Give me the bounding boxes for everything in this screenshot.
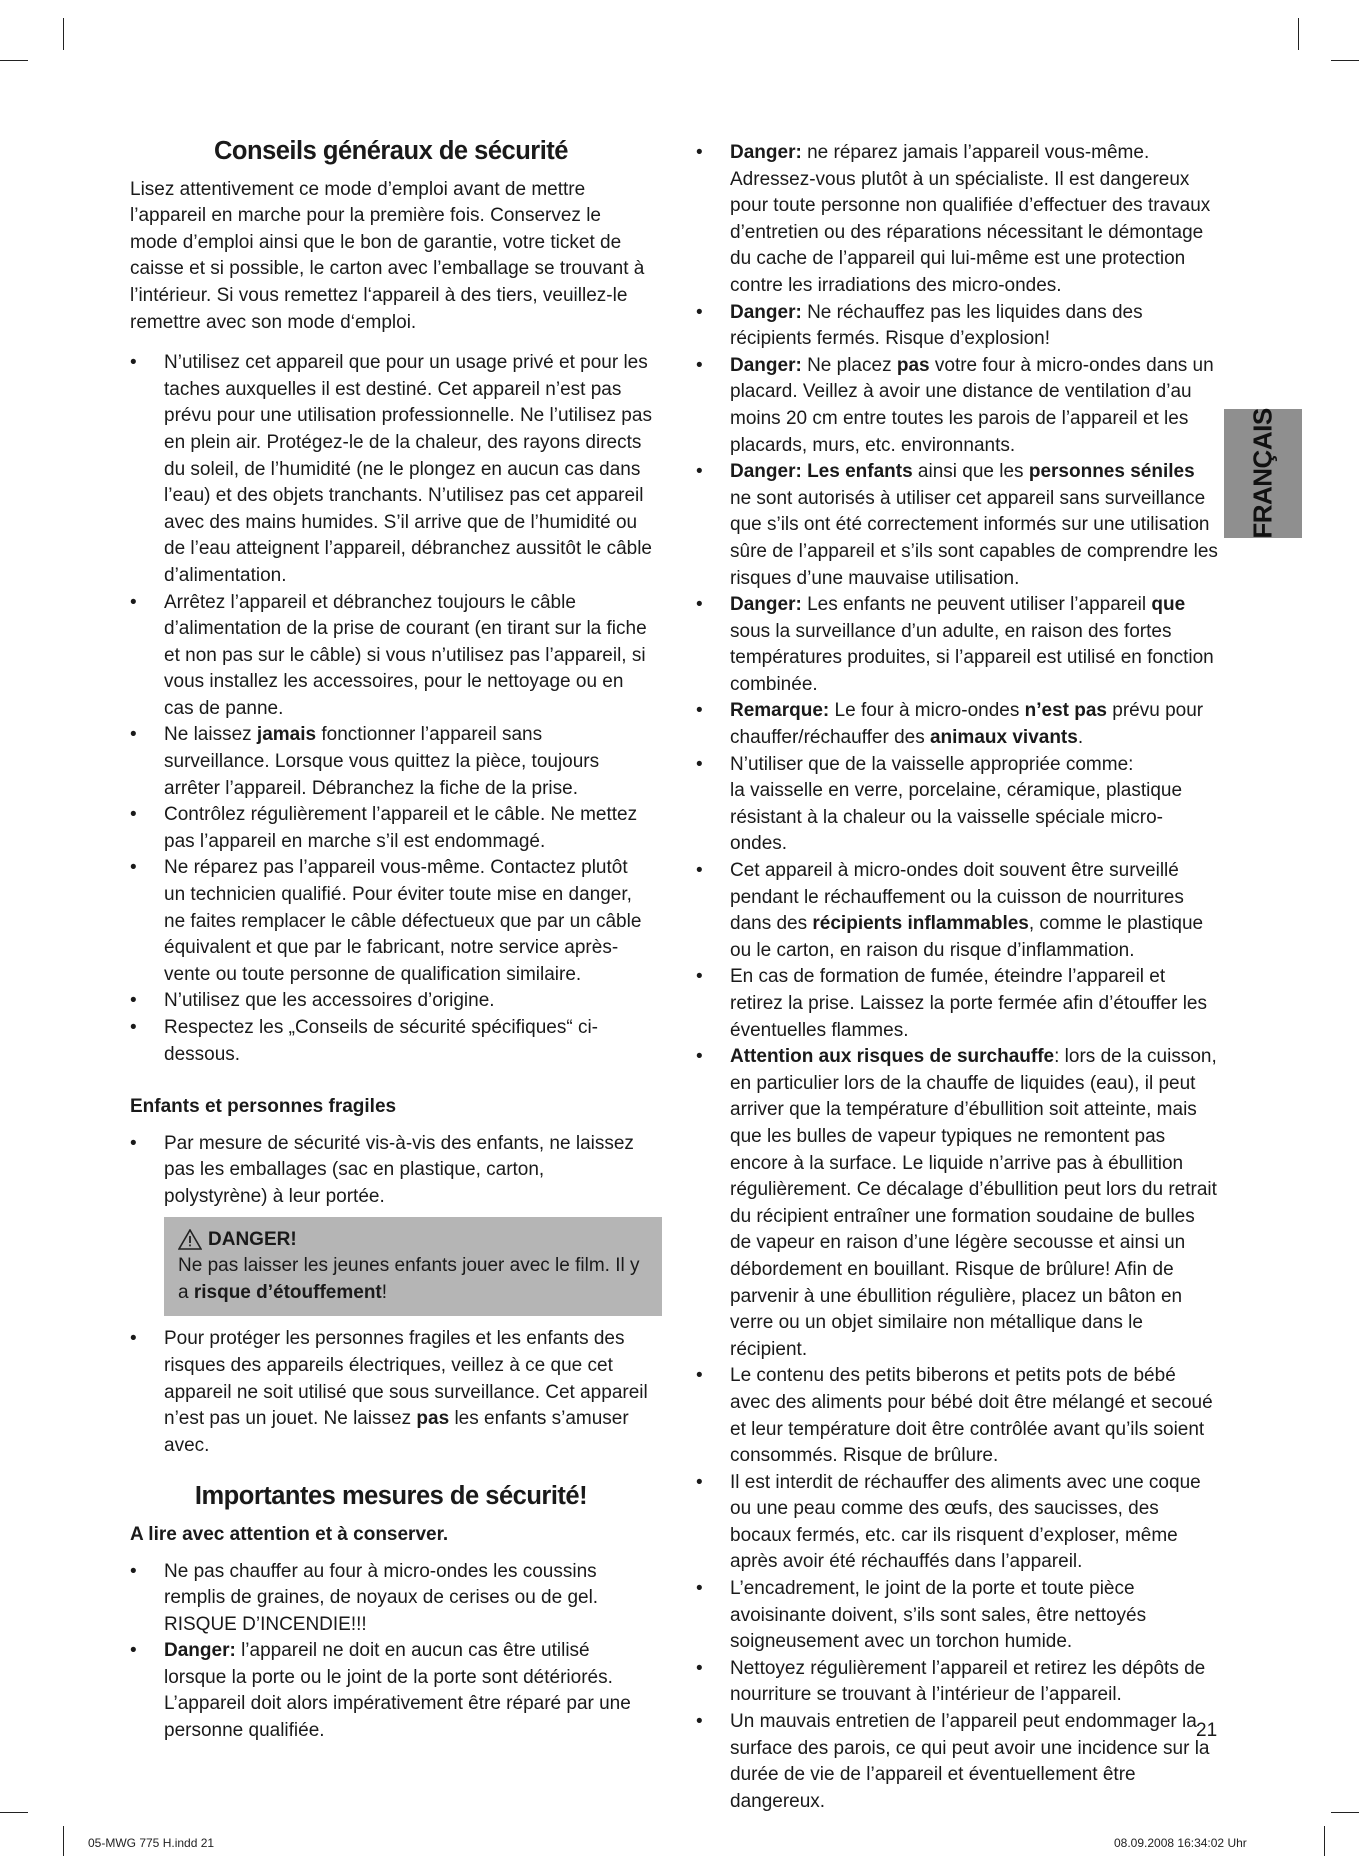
crop-mark [63,1826,64,1856]
danger-warning-box [164,1217,662,1317]
list-item: • Danger: ne réparez jamais l’appareil vous-même. Adressez-vous plutôt à un spécialiste. Il est dangereux pour toute personne non qualifiée d’effectuer des travaux d’entretien ou des réparations nécessitant le démontage du cache de l’appareil qui lui-même est une protection contre les irradiations des micro-ondes. [696,140,1220,300]
list-item: • Danger: Les enfants ainsi que les personnes séniles ne sont autorisés à utiliser cet appareil sans surveillance que s’ils ont été correctement informés sur une utilisation sûre de l’appareil et s’ils sont capables de comprendre les risques d’une mauvaise utilisation. [696,459,1220,592]
danger-heading [178,1227,648,1254]
list-item: • Ne laissez jamais fonctionner l’appareil sans surveillance. Lorsque vous quittez la pièce, toujours arrêter l’appareil. Débranchez la fiche de la prise. [130,722,652,802]
language-side-tab [1224,409,1302,538]
list-item: • Danger: l’appareil ne doit en aucun cas être utilisé lorsque la porte ou le joint de la porte sont détériorés. L’appareil doit alors impérativement être réparé par une personne qualifiée. [130,1638,652,1744]
section-subtitle: A lire avec attention et à conserver. [130,1523,449,1545]
crop-mark [1331,1812,1359,1813]
general-safety-list [130,350,652,1068]
list-item: • Il est interdit de réchauffer des aliments avec une coque ou une peau comme des œufs, des saucisses, des bocaux fermés, etc. car ils risquent d’exploser, même après avoir été réchauffés dans l’appareil. [696,1470,1220,1576]
crop-mark [63,18,64,50]
right-column [696,140,1220,1829]
footer-timestamp: 08.09.2008 16:34:02 Uhr [1114,1836,1247,1850]
list-item: • Cet appareil à micro-ondes doit souvent être surveillé pendant le réchauffement ou la cuisson de nourritures dans des récipients inflammables, comme le plastique ou le carton, en raison du risque d’inflammation. [696,858,1220,964]
list-item: • Arrêtez l’appareil et débranchez toujours le câble d’alimentation de la prise de courant (en tirant sur la fiche et non pas sur le câble) si vous n’utilisez pas l’appareil, si vous installez les accessoires, pour le nettoyage ou en cas de panne. [130,590,652,723]
list-item: • Un mauvais entretien de l’appareil peut endommager la surface des parois, ce qui peut avoir une incidence sur la durée de vie de l’appareil et éventuellement être dangereux. [696,1709,1220,1815]
list-item: • Remarque: Le four à micro-ondes n’est pas prévu pour chauffer/réchauffer des animaux vivants. [696,698,1220,751]
list-item: • Attention aux risques de surchauffe: lors de la cuisson, en particulier lors de la chauffe de liquides (eau), il peut arriver que la température d’ébullition soit atteinte, mais que les bulles de vapeur typiques ne remontent pas encore à la surface. Le liquide n’arrive pas à ébullition régulièrement. Ce décalage d’ébullition peut lors du retrait du récipient entraîner une formation soudaine de bulles de vapeur en raison d’une légère secousse et ainsi un débordement en bouillant. Risque de brûlure! Afin de parvenir à une ébullition régulière, placez un bâton en verre ou un objet similaire non métallique dans le récipient. [696,1044,1220,1363]
section-title-children: Enfants et personnes fragiles [130,1096,397,1118]
crop-mark [0,1812,28,1813]
footer-file-name: 05-MWG 775 H.indd 21 [88,1836,215,1850]
warning-triangle-icon [178,1229,202,1250]
danger-label: DANGER! [208,1228,297,1250]
crop-mark [0,60,28,61]
list-item: • Ne réparez pas l’appareil vous-même. Contactez plutôt un technicien qualifié. Pour éviter toute mise en danger, ne faites remplacer le câble défectueux que par un câble équivalent et que par le fabricant, notre service après-vente ou toute personne de qualification similaire. [130,855,652,988]
list-item: • Ne pas chauffer au four à micro-ondes les coussins remplis de graines, de noyaux de cerises ou de gel. RISQUE D’INCENDIE!!! [130,1559,652,1639]
list-item: • Danger: Les enfants ne peuvent utiliser l’appareil que sous la surveillance d’un adulte, en raison des fortes températures produites, si l’appareil est utilisé en fonction combinée. [696,592,1220,698]
section-title-general-safety: Conseils généraux de sécurité [214,137,568,165]
list-item: • Contrôlez régulièrement l’appareil et le câble. Ne mettez pas l’appareil en marche s’il est endommagé. [130,802,652,855]
important-list [130,1559,652,1745]
left-column [130,138,652,1759]
list-item: • N’utilisez cet appareil que pour un usage privé et pour les taches auxquelles il est destiné. Cet appareil n’est pas prévu pour une utilisation professionnelle. Ne l’utilisez pas en plein air. Protégez-le de la chaleur, des rayons directs du soleil, de l’humidité (ne le plongez en aucun cas dans l’eau) et des objets tranchants. N’utilisez pas cet appareil avec des mains humides. S’il arrive que de l’humidité ou de l’eau atteignent l’appareil, débranchez aussitôt le câble d’alimentation. [130,350,652,589]
crop-mark [1298,18,1299,50]
list-item: • N’utilisez que les accessoires d’origine. [130,988,652,1015]
list-item: • Respectez les „Conseils de sécurité spécifiques“ ci-dessous. [130,1015,652,1068]
crop-mark [1324,1826,1325,1856]
right-list [696,140,1220,1815]
list-item: • Pour protéger les personnes fragiles et les enfants des risques des appareils électriques, veillez à ce que cet appareil ne soit utilisé que sous surveillance. Cet appareil n’est pas un jouet. Ne laissez pas les enfants s’amuser avec. [130,1326,652,1459]
list-item: • N’utiliser que de la vaisselle appropriée comme: la vaisselle en verre, porcelaine, céramique, plastique résistant à la chaleur ou la vaisselle spéciale micro-ondes. [696,752,1220,858]
list-item: • Le contenu des petits biberons et petits pots de bébé avec des aliments pour bébé doit être mélangé et secoué et leur température doit être contrôlée avant qu’ils soient consommés. Risque de brûlure. [696,1363,1220,1469]
language-label: FRANÇAIS [1247,408,1278,539]
crop-mark [1331,60,1359,61]
list-item: • L’encadrement, le joint de la porte et toute pièce avoisinante doivent, s’ils sont sales, être nettoyés soigneusement avec un torchon humide. [696,1576,1220,1656]
section-title-important: Importantes mesures de sécurité! [194,1482,588,1511]
page-number: 21 [1196,1720,1218,1741]
list-item: • Nettoyez régulièrement l’appareil et retirez les dépôts de nourriture se trouvant à l’intérieur de l’appareil. [696,1656,1220,1709]
children-list [130,1131,652,1211]
danger-text: Ne pas laisser les jeunes enfants jouer avec le film. Il y a risque d’étouffement! [178,1255,640,1303]
intro-paragraph: Lisez attentivement ce mode d’emploi avant de mettre l’appareil en marche pour la première fois. Conservez le mode d’emploi ainsi que le bon de garantie, votre ticket de caisse et si possible, le carton avec l’emballage se trouvant à l’intérieur. Si vous remettez l‘appareil à des tiers, veuillez-le remettre avec son mode d‘emploi. [130,178,645,333]
list-item: • Danger: Ne placez pas votre four à micro-ondes dans un placard. Veillez à avoir une distance de ventilation d’au moins 20 cm entre toutes les parois de l’appareil et les placards, murs, etc. environnants. [696,353,1220,459]
list-item: • Danger: Ne réchauffez pas les liquides dans des récipients fermés. Risque d’explosion! [696,300,1220,353]
children-list-2 [130,1326,652,1459]
list-item: • Par mesure de sécurité vis-à-vis des enfants, ne laissez pas les emballages (sac en plastique, carton, polystyrène) à leur portée. [130,1131,652,1211]
list-item: • En cas de formation de fumée, éteindre l’appareil et retirez la prise. Laissez la porte fermée afin d’étouffer les éventuelles flammes. [696,964,1220,1044]
